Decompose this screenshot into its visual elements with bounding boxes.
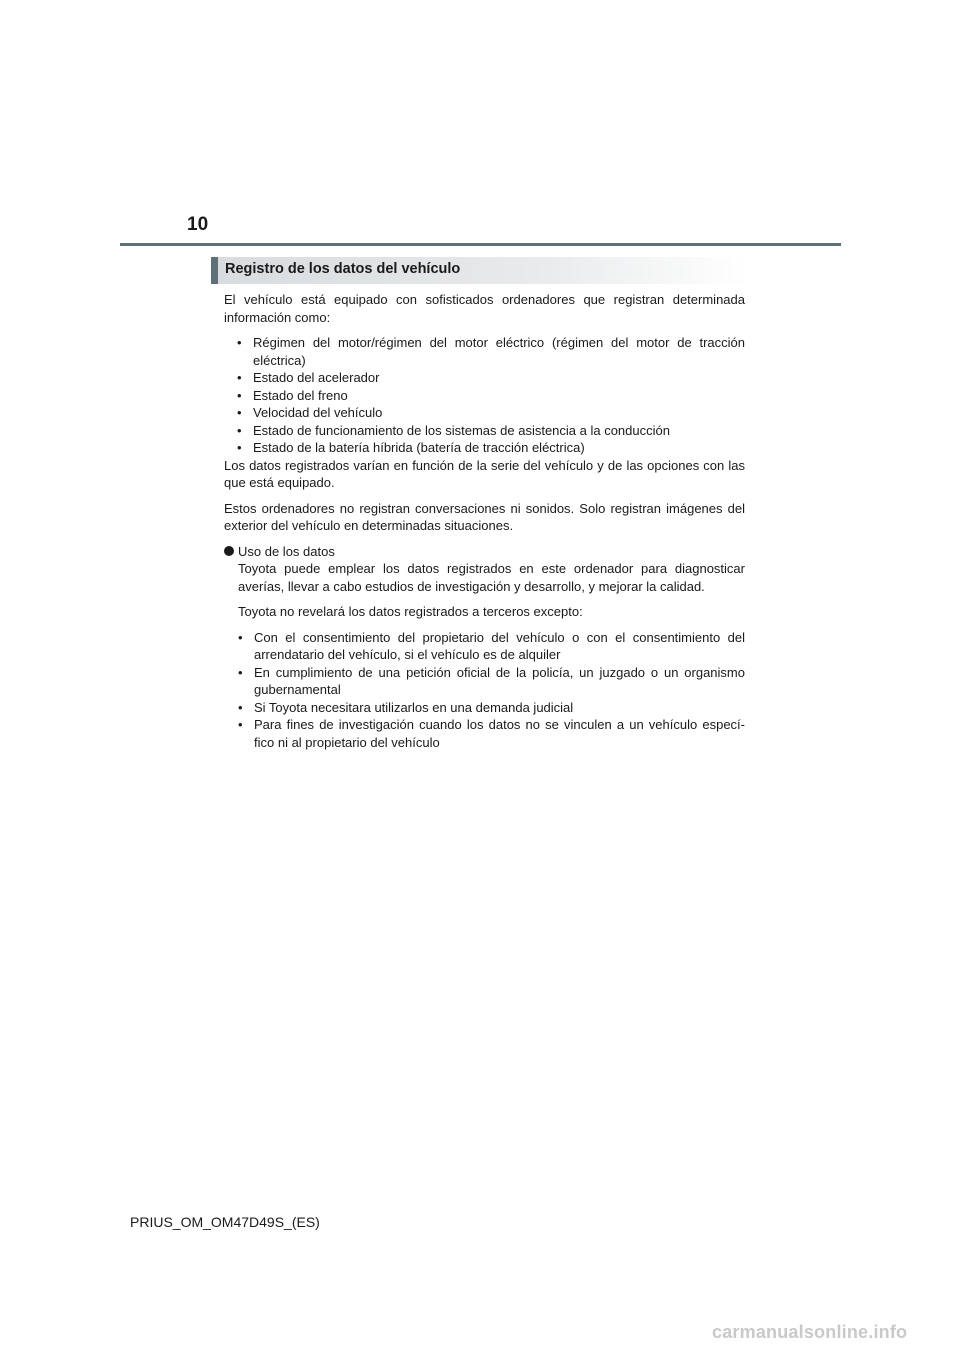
section-heading (211, 257, 749, 284)
list-item: • En cumplimiento de una petición oficial de la policía, un juzgado o un organismo gubernamental (238, 664, 745, 697)
variation-paragraph: Los datos registrados varían en función de la serie del vehículo y de las opciones con las que está equipado. (224, 457, 745, 490)
list-item: • Estado del freno (237, 387, 348, 403)
bullet-icon: • (237, 422, 242, 438)
list-item: • Con el consentimiento del propietario del vehículo o con el consentimiento del arrendatario del vehículo, si el vehículo es de alquiler (238, 629, 745, 662)
disclosure-paragraph: Toyota no revelará los datos registrados a terceros excepto: (238, 604, 583, 619)
data-use-subsection (224, 543, 745, 752)
bullet-icon: • (237, 405, 242, 420)
bullet-icon: • (237, 387, 242, 403)
bullet-icon: • (238, 717, 243, 732)
list-item: • Estado de la batería híbrida (batería de tracción eléctrica) (237, 440, 585, 455)
list-item: • Si Toyota necesitara utilizarlos en una demanda judicial (238, 699, 574, 715)
bullet-icon: • (237, 335, 242, 350)
footer-document-code: PRIUS_OM_OM47D49S_(ES) (130, 1214, 320, 1230)
page-number: 10 (187, 214, 209, 235)
list-item: • Estado de funcionamiento de los sistemas de asistencia a la conducción (237, 422, 670, 438)
section-heading-bar (211, 257, 218, 284)
list-item: • Estado del acelerador (237, 370, 380, 385)
section-heading-text: Registro de los datos del vehículo (225, 261, 461, 277)
list-item: • Velocidad del vehículo (237, 405, 383, 420)
bullet-icon: • (238, 629, 243, 645)
subsection-title: Uso de los datos (238, 543, 335, 559)
bullet-icon: • (237, 440, 242, 455)
bullet-icon: • (237, 370, 242, 385)
bullet-icon: • (238, 664, 243, 680)
filled-circle-icon (224, 546, 234, 556)
list-item: • Para fines de investigación cuando los datos no se vinculen a un vehículo especí-fico ni al propietario del vehículo (238, 717, 745, 750)
no-audio-paragraph: Estos ordenadores no registran conversaciones ni sonidos. Solo registran imágenes del exterior del vehículo en determinadas situaciones. (224, 500, 745, 533)
recorded-items-list (224, 334, 745, 457)
watermark: carmanualsonline.info (712, 1322, 908, 1342)
section-content (224, 291, 745, 751)
data-use-paragraph: Toyota puede emplear los datos registrados en este ordenador para diagnosticar averías, llevar a cabo estudios de investigación y desarrollo, y mejorar la calidad. (238, 561, 745, 594)
bullet-icon: • (238, 699, 243, 715)
list-item: • Régimen del motor/régimen del motor eléctrico (régimen del motor de tracción eléctrica) (237, 335, 745, 368)
header-rule (120, 243, 841, 246)
intro-paragraph: El vehículo está equipado con sofisticados ordenadores que registran determinada información como: (224, 292, 745, 325)
exceptions-list (238, 629, 745, 752)
